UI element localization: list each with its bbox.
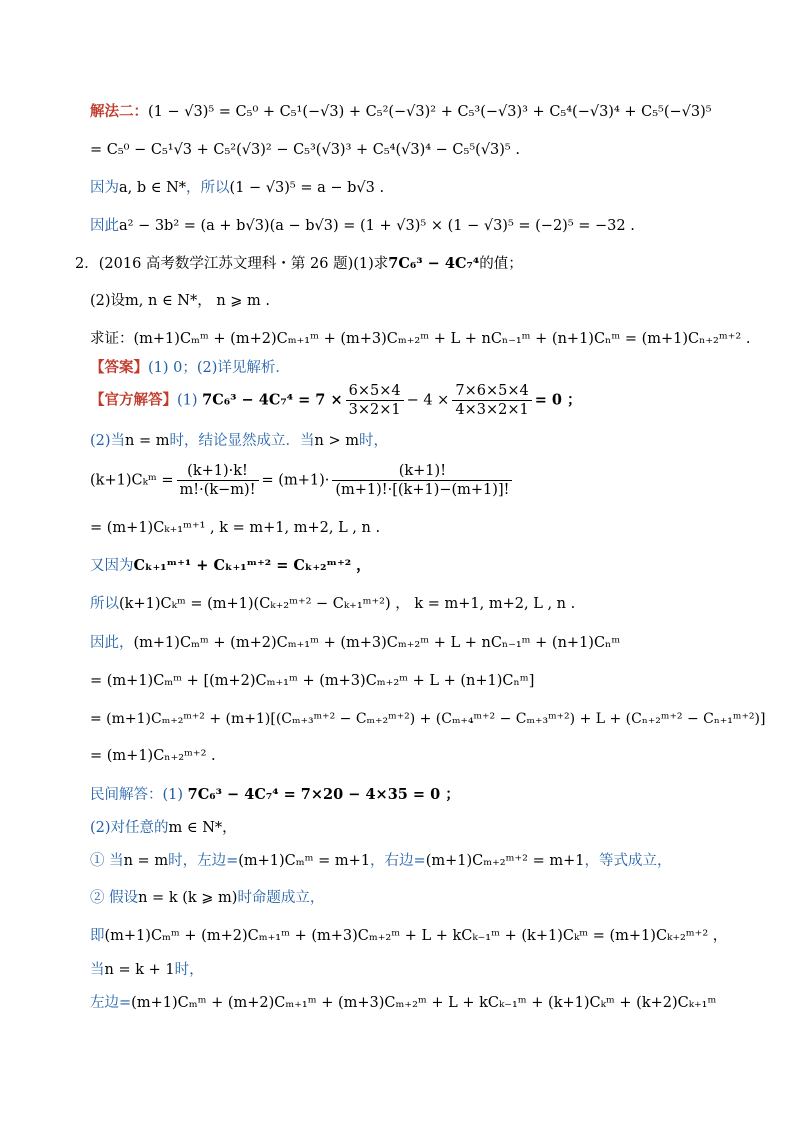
official-solution-line-1: 【官方解答】(1) 7C₆³ − 4C₇⁴ = 7 × $\frac{6\times 5\times 4}{3\times 2\times 1}$ − 4 × $\frac{7\times 6\times 5\times 4}{4\times 3\times 2\times 1}$ = 0 ； <box>90 383 582 418</box>
fraction-2: $\frac{7\times 6\times 5\times 4}{4\times 3\times 2\times 1}$ <box>452 382 531 419</box>
folk-solution-step-2: ② 假设n = k (k ⩾ m)时命题成立， <box>90 890 325 906</box>
solution-2-label: 解法二： <box>90 103 148 120</box>
official-solution-line-6: 所以(k+1)Cₖᵐ = (m+1)(Cₖ₊₂ᵐ⁺² − Cₖ₊₁ᵐ⁺²) ， k = m+1, m+2, L , n . <box>90 596 576 612</box>
solution-2-line-1: 解法二：(1 − √3)⁵ = C₅⁰ + C₅¹(−√3) + C₅²(−√3)² + C₅³(−√3)³ + C₅⁴(−√3)⁴ + C₅⁵(−√3)⁵ <box>90 103 712 120</box>
official-solution-line-3: (k+1)Cₖᵐ = $\frac{(k+1)\cdot k!}{m!\cdot(k-m)!}$ = (m+1)· $\frac{(k+1)!}{(m+1)!\cdot[(k+1)-(m+1)]!}$ <box>90 462 515 499</box>
official-solution-line-8: = (m+1)Cₘᵐ + [(m+2)Cₘ₊₁ᵐ + (m+3)Cₘ₊₂ᵐ + L + (n+1)Cₙᵐ] <box>90 673 535 689</box>
official-solution-tag: 【官方解答】 <box>90 391 177 409</box>
fraction-4: $\frac{(k+1)!}{(m+1)!\cdot[(k+1)-(m+1)]!}$ <box>332 462 512 499</box>
official-solution-line-4: = (m+1)Cₖ₊₁ᵐ⁺¹ , k = m+1, m+2, L , n . <box>90 520 381 536</box>
question-2-title: 2．(2016 高考数学江苏文理科・第 26 题)(1)求7C₆³ − 4C₇⁴的值； <box>75 255 523 272</box>
folk-solution-line-7: 左边=(m+1)Cₘᵐ + (m+2)Cₘ₊₁ᵐ + (m+3)Cₘ₊₂ᵐ + L + kCₖ₋₁ᵐ + (k+1)Cₖᵐ + (k+2)Cₖ₊₁ᵐ <box>90 995 717 1011</box>
folk-solution-line-1: 民间解答：(1) 7C₆³ − 4C₇⁴ = 7×20 − 4×35 = 0 ； <box>90 786 460 803</box>
official-solution-line-2: (2)当n = m时，结论显然成立．当n > m时， <box>90 433 388 449</box>
question-2-part-2: (2)设m, n ∈ N*， n ⩾ m . <box>90 293 271 309</box>
solution-2-line-2: = C₅⁰ − C₅¹√3 + C₅²(√3)² − C₅³(√3)³ + C₅⁴(√3)⁴ − C₅⁵(√3)⁵ . <box>90 142 520 158</box>
answer-line: 【答案】(1) 0；(2)详见解析． <box>90 359 290 376</box>
folk-solution-line-2: (2)对任意的m ∈ N*， <box>90 820 237 836</box>
official-solution-line-7: 因此，(m+1)Cₘᵐ + (m+2)Cₘ₊₁ᵐ + (m+3)Cₘ₊₂ᵐ + L + nCₙ₋₁ᵐ + (n+1)Cₙᵐ <box>90 635 621 651</box>
question-2-proof-statement: 求证：(m+1)Cₘᵐ + (m+2)Cₘ₊₁ᵐ + (m+3)Cₘ₊₂ᵐ + L + nCₙ₋₁ᵐ + (n+1)Cₙᵐ = (m+1)Cₙ₊₂ᵐ⁺² . <box>90 331 751 347</box>
official-solution-line-5: 又因为Cₖ₊₁ᵐ⁺¹ + Cₖ₊₁ᵐ⁺² = Cₖ₊₂ᵐ⁺² ， <box>90 557 371 574</box>
solution-2-line-3: 因为a, b ∈ N*，所以(1 − √3)⁵ = a − b√3 . <box>90 180 385 196</box>
folk-solution-step-1: ① 当n = m时，左边=(m+1)Cₘᵐ = m+1，右边=(m+1)Cₘ₊₂ᵐ⁺² = m+1，等式成立， <box>90 853 672 869</box>
folk-solution-line-5: 即(m+1)Cₘᵐ + (m+2)Cₘ₊₁ᵐ + (m+3)Cₘ₊₂ᵐ + L + kCₖ₋₁ᵐ + (k+1)Cₖᵐ = (m+1)Cₖ₊₂ᵐ⁺² ， <box>90 928 728 944</box>
fraction-1: $\frac{6\times 5\times 4}{3\times 2\times 1}$ <box>346 382 404 419</box>
folk-solution-line-6: 当n = k + 1时， <box>90 962 204 978</box>
fraction-3: $\frac{(k+1)\cdot k!}{m!\cdot(k-m)!}$ <box>177 462 259 499</box>
solution-2-line-4: 因此a² − 3b² = (a + b√3)(a − b√3) = (1 + √3)⁵ × (1 − √3)⁵ = (−2)⁵ = −32 . <box>90 218 635 234</box>
official-solution-line-10: = (m+1)Cₙ₊₂ᵐ⁺² . <box>90 748 216 764</box>
answer-tag: 【答案】 <box>90 359 148 376</box>
official-solution-line-9: = (m+1)Cₘ₊₂ᵐ⁺² + (m+1)[(Cₘ₊₃ᵐ⁺² − Cₘ₊₂ᵐ⁺²) + (Cₘ₊₄ᵐ⁺² − Cₘ₊₃ᵐ⁺²) + L + (Cₙ₊₂ᵐ⁺² − Cₙ₊₁ᵐ⁺²)] <box>90 711 766 727</box>
